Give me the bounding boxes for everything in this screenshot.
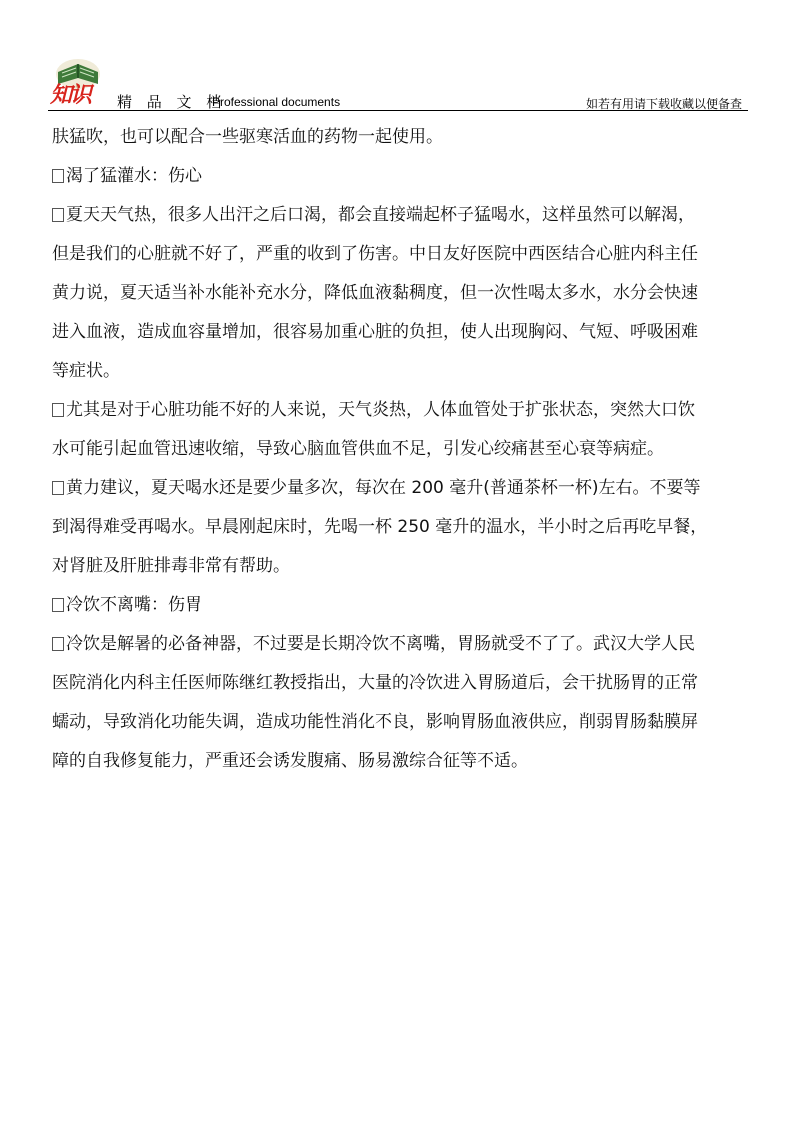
header-note: 如若有用请下载收藏以便备查 [585,97,742,111]
header-divider [48,110,748,111]
text-line: 水可能引起血管迅速收缩，导致心脑血管供血不足，引发心绞痛甚至心衰等病症。 [52,439,664,459]
heading-text: 冷饮不离嘴：伤胃 [66,595,202,615]
paragraph [52,391,764,469]
text-line: 蠕动，导致消化功能失调，造成功能性消化不良，影响胃肠血液供应，削弱胃肠黏膜屏 [52,712,698,732]
checkbox-glyph-icon [52,598,64,612]
section-heading [52,586,764,625]
checkbox-glyph-icon [52,208,64,222]
paragraph [52,196,764,391]
text-line: 对肾脏及肝脏排毒非常有帮助。 [52,556,290,576]
text-line: 尤其是对于心脏功能不好的人来说，天气炎热，人体血管处于扩张状态，突然大口饮 [66,400,695,420]
checkbox-glyph-icon [52,403,64,417]
paragraph [52,469,764,586]
text-line: 进入血液，造成血容量增加，很容易加重心脏的负担，使人出现胸闷、气短、呼吸困难 [52,322,698,342]
text-line: 障的自我修复能力，严重还会诱发腹痛、肠易激综合征等不适。 [52,751,528,771]
checkbox-glyph-icon [52,169,64,183]
checkbox-glyph-icon [52,481,64,495]
paragraph [52,118,764,157]
text-line: 到渴得难受再喝水。早晨刚起床时，先喝一杯 250 毫升的温水，半小时之后再吃早餐， [52,517,708,537]
text-line: 但是我们的心脏就不好了，严重的收到了伤害。中日友好医院中西医结合心脏内科主任 [52,244,698,264]
page-header [0,0,794,112]
text-line: 冷饮是解暑的必备神器，不过要是长期冷饮不离嘴，胃肠就受不了了。武汉大学人民 [66,634,695,654]
paragraph [52,625,764,781]
text-line: 等症状。 [52,361,120,381]
heading-text: 渴了猛灌水：伤心 [66,166,202,186]
brand-english: Professional documents [212,95,341,109]
document-body [52,118,764,781]
section-heading [52,157,764,196]
brand-chinese: 精 品 文 档 [117,93,227,111]
text-line: 黄力建议，夏天喝水还是要少量多次，每次在 200 毫升(普通茶杯一杯)左右。不要等 [66,478,701,498]
checkbox-glyph-icon [52,637,64,651]
text-line: 夏天天气热，很多人出汗之后口渴，都会直接端起杯子猛喝水，这样虽然可以解渴， [66,205,695,225]
logo-text: 知识 [50,82,91,108]
text-line: 黄力说，夏天适当补水能补充水分，降低血液黏稠度，但一次性喝太多水，水分会快速 [52,283,698,303]
text-line: 医院消化内科主任医师陈继红教授指出，大量的冷饮进入胃肠道后，会干扰肠胃的正常 [52,673,698,693]
text-line: 肤猛吹，也可以配合一些驱寒活血的药物一起使用。 [52,127,443,147]
